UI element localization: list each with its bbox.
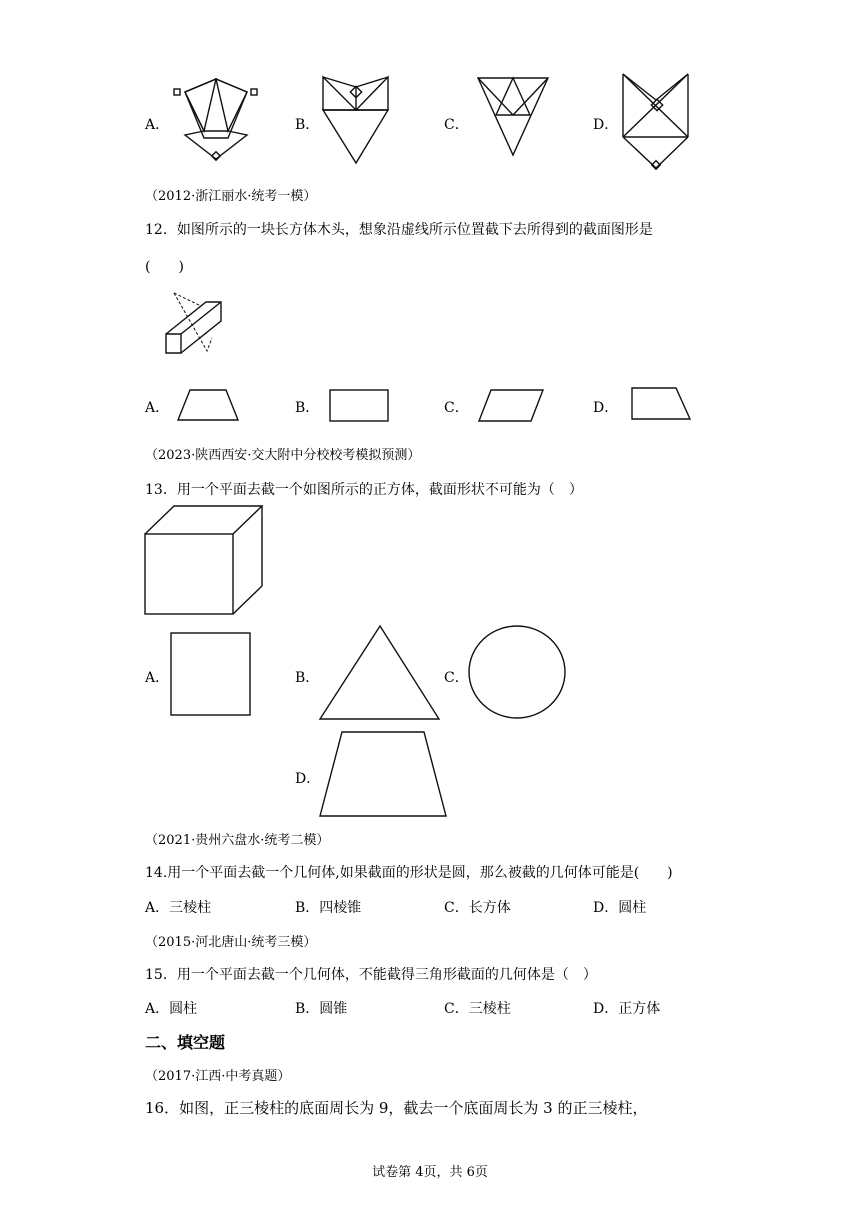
q13-source: （2023·陕西西安·交大附中分校校考模拟预测） <box>145 448 421 463</box>
q13-cube-figure <box>143 504 267 618</box>
q16-stem: 16．如图，正三棱柱的底面周长为 9，截去一个底面周长为 3 的正三棱柱， <box>145 1099 648 1117</box>
q12-option-d-label: D． <box>593 400 619 416</box>
q14-source: （2021·贵州六盘水·统考二模） <box>145 833 330 848</box>
q13-figure-a-square <box>169 631 253 717</box>
q13-figure-c-circle <box>467 624 569 722</box>
q14-option-c: C．长方体 <box>444 900 511 916</box>
q12-source: （2012·浙江丽水·统考一模） <box>145 189 317 204</box>
page-footer: 试卷第 4页，共 6页 <box>372 1165 488 1180</box>
q13-option-c-label: C． <box>444 670 469 686</box>
q13-stem: 13．用一个平面去截一个如图所示的正方体，截面形状不可能为（ ） <box>145 482 583 498</box>
q13-option-d-label: D． <box>295 771 321 787</box>
q14-option-b: B．四棱锥 <box>295 900 362 916</box>
q12-figure-d-right-trapezoid <box>630 386 696 424</box>
section-heading-fill-in: 二、填空题 <box>145 1033 226 1052</box>
q12-stem: 12．如图所示的一块长方体木头，想象沿虚线所示位置截下去所得到的截面图形是 <box>145 222 653 238</box>
q14-option-a: A．三棱柱 <box>145 900 212 916</box>
q11-option-d-label: D． <box>593 117 619 133</box>
q15-source: （2015·河北唐山·统考三模） <box>145 935 317 950</box>
q11-figure-b <box>318 75 418 170</box>
q12-option-c-label: C． <box>444 400 469 416</box>
q16-source: （2017·江西·中考真题） <box>145 1069 291 1084</box>
q12-figure-c-parallelogram <box>477 388 549 424</box>
q13-option-a-label: A． <box>145 670 170 686</box>
q11-figure-a <box>170 75 270 170</box>
q15-option-c: C．三棱柱 <box>444 1001 511 1017</box>
q15-option-b: B．圆锥 <box>295 1001 348 1017</box>
q13-figure-d-trapezoid <box>318 730 450 820</box>
q15-option-d: D．正方体 <box>593 1001 661 1017</box>
q13-option-b-label: B． <box>295 670 320 686</box>
q12-option-a-label: A． <box>145 400 170 416</box>
q11-figure-d <box>618 72 708 177</box>
q11-figure-c <box>470 75 570 170</box>
q14-option-d: D．圆柱 <box>593 900 647 916</box>
q14-stem: 14.用一个平面去截一个几何体,如果截面的形状是圆，那么被截的几何体可能是( ) <box>145 865 673 881</box>
q12-cuboid-figure <box>163 290 233 360</box>
q12-answer-blank: ( ) <box>145 259 184 275</box>
q12-figure-a-trapezoid <box>176 388 246 424</box>
q15-option-a: A．圆柱 <box>145 1001 198 1017</box>
q11-option-c-label: C． <box>444 117 469 133</box>
q13-figure-b-triangle <box>318 624 442 722</box>
q12-option-b-label: B． <box>295 400 320 416</box>
q11-option-b-label: B． <box>295 117 320 133</box>
q12-figure-b-rectangle <box>328 388 392 424</box>
q15-stem: 15．用一个平面去截一个几何体，不能截得三角形截面的几何体是（ ） <box>145 967 597 983</box>
q11-option-a-label: A． <box>145 117 170 133</box>
